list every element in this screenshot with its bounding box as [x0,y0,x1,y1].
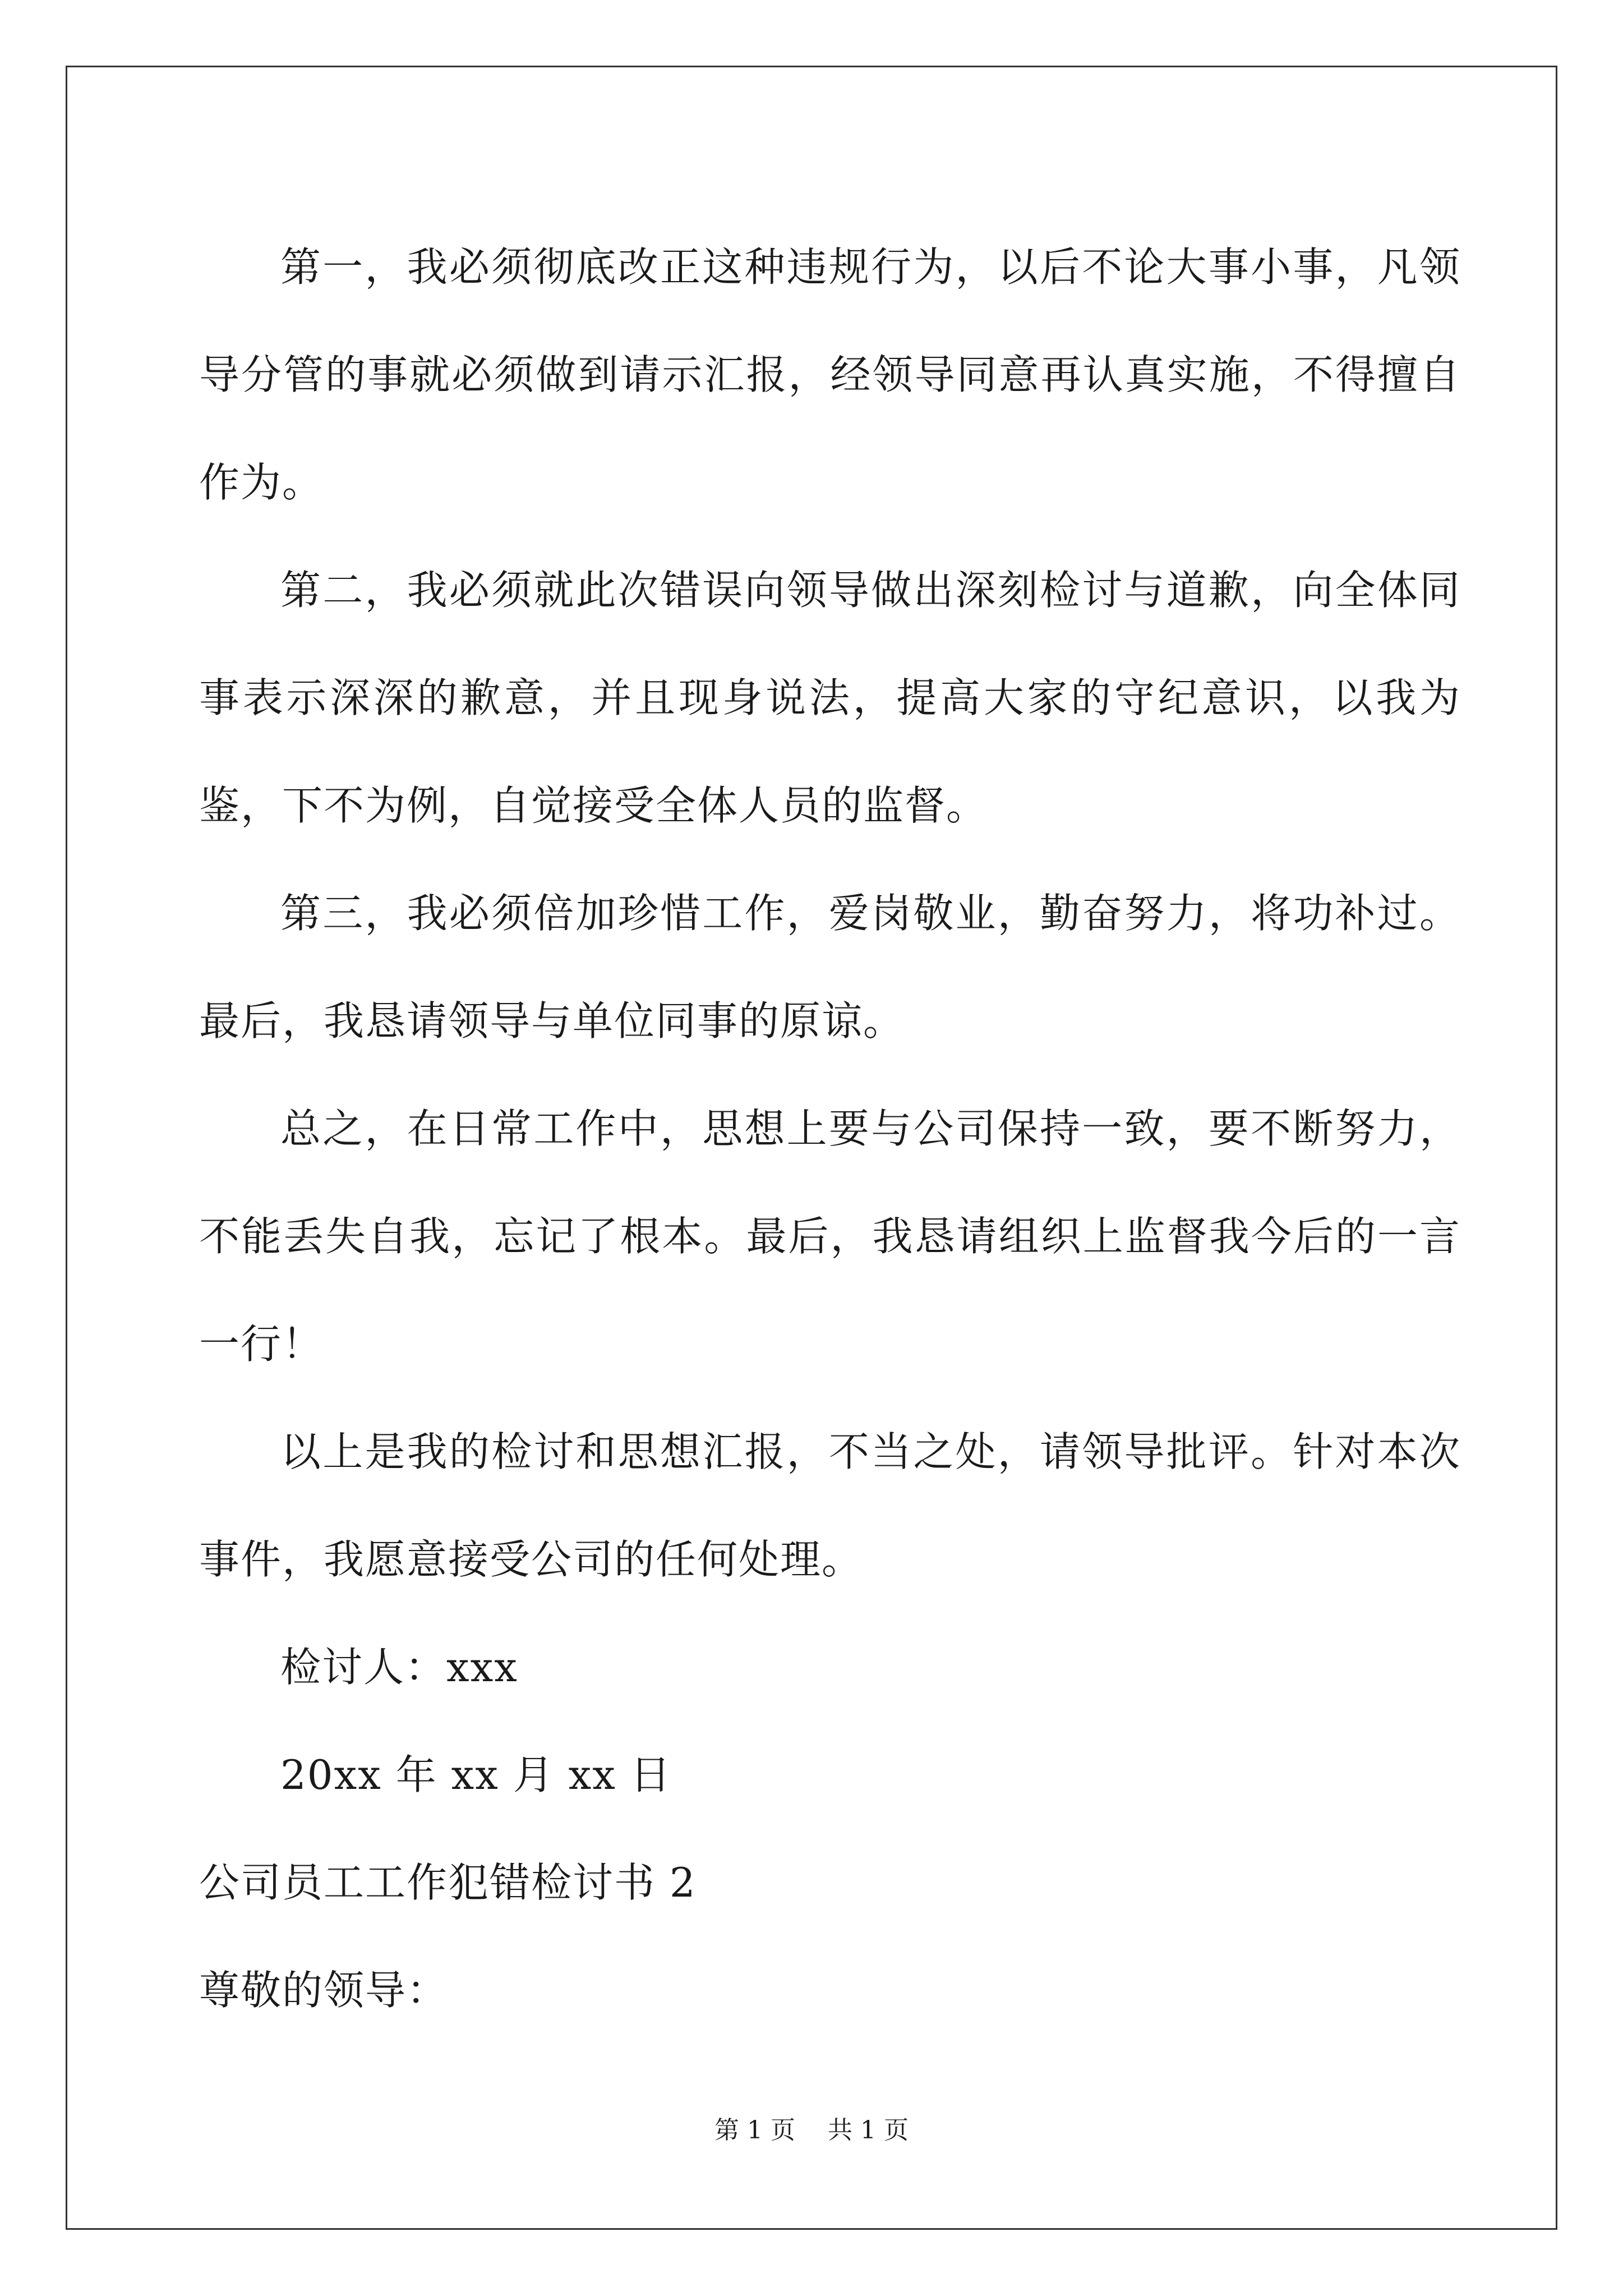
section-title: 公司员工工作犯错检讨书 2 [199,1859,697,1906]
page-footer [0,2114,1623,2147]
paragraph-1: 第一，我必须彻底改正这种违规行为，以后不论大事小事，凡领导分管的事就必须做到请示汇报，经领导同意再认真实施，不得擅自作为。 [199,243,1461,506]
salutation: 尊敬的领导： [199,1967,449,2014]
paragraph-5: 以上是我的检讨和思想汇报，不当之处，请领导批评。针对本次事件，我愿意接受公司的任何处理。 [199,1428,1461,1583]
signature-reviewer: 检讨人：xxx [280,1644,518,1691]
paragraph-3: 第三，我必须倍加珍惜工作，爱岗敬业，勤奋努力，将功补过。最后，我恳请领导与单位同事的原谅。 [199,890,1461,1045]
paragraph-4: 总之，在日常工作中，思想上要与公司保持一致，要不断努力，不能丢失自我，忘记了根本。最后，我恳请组织上监督我今后的一言一行！ [199,1105,1461,1368]
document-body [199,213,1461,2044]
page-number-total: 共 1 页 [828,2116,909,2145]
paragraph-2: 第二，我必须就此次错误向领导做出深刻检讨与道歉，向全体同事表示深深的歉意，并且现身说法，提高大家的守纪意识，以我为鉴，下不为例，自觉接受全体人员的监督。 [199,567,1461,829]
page-number-current: 第 1 页 [714,2116,795,2145]
signature-date: 20xx 年 xx 月 xx 日 [280,1751,672,1798]
